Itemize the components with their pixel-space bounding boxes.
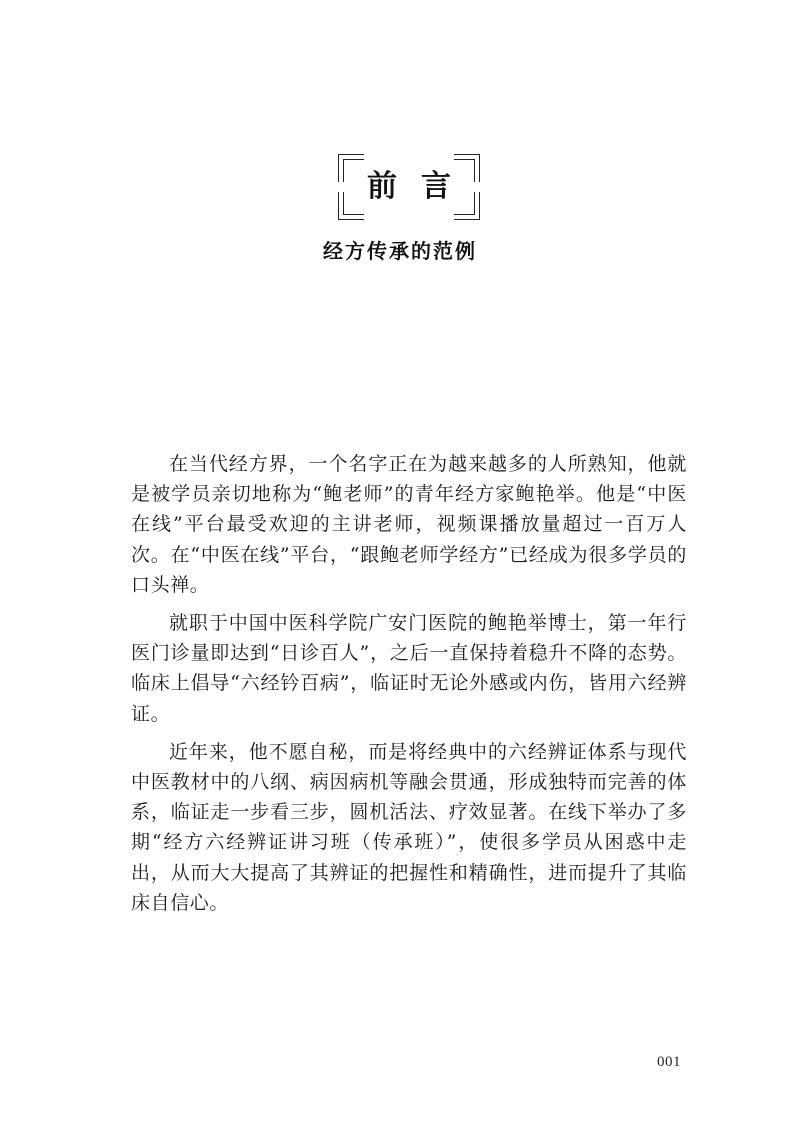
chapter-subtitle: 经方传承的范例 bbox=[323, 239, 477, 263]
paragraph-1: 在当代经方界，一个名字正在为越来越多的人所熟知，他就是被学员亲切地称为“鲍老师”的青年经方家鲍艳举。他是“中医在线”平台最受欢迎的主讲老师，视频课播放量超过一百万人次。在“中医在线”平台，“跟鲍老师学经方”已经成为很多学员的口头禅。 bbox=[131, 453, 687, 596]
body-text bbox=[131, 449, 687, 926]
title-frame bbox=[338, 154, 480, 220]
page-number: 001 bbox=[657, 1054, 681, 1070]
chapter-title: 前言 bbox=[367, 169, 475, 204]
paragraph-3: 近年来，他不愿自秘，而是将经典中的六经辨证体系与现代中医教材中的八纲、病因病机等融会贯通，形成独特而完善的体系，临证走一步看三步，圆机活法、疗效显著。在线下举办了多期“经方六经辨证讲习班（传承班）”，使很多学员从困惑中走出，从而大大提高了其辨证的把握性和精确性，进而提升了其临床自信心。 bbox=[131, 740, 687, 914]
paragraph-2: 就职于中国中医科学院广安门医院的鲍艳举博士，第一年行医门诊量即达到“日诊百人”，之后一直保持着稳升不降的态势。临床上倡导“六经钤百病”，临证时无论外感或内伤，皆用六经辨证。 bbox=[131, 612, 687, 725]
